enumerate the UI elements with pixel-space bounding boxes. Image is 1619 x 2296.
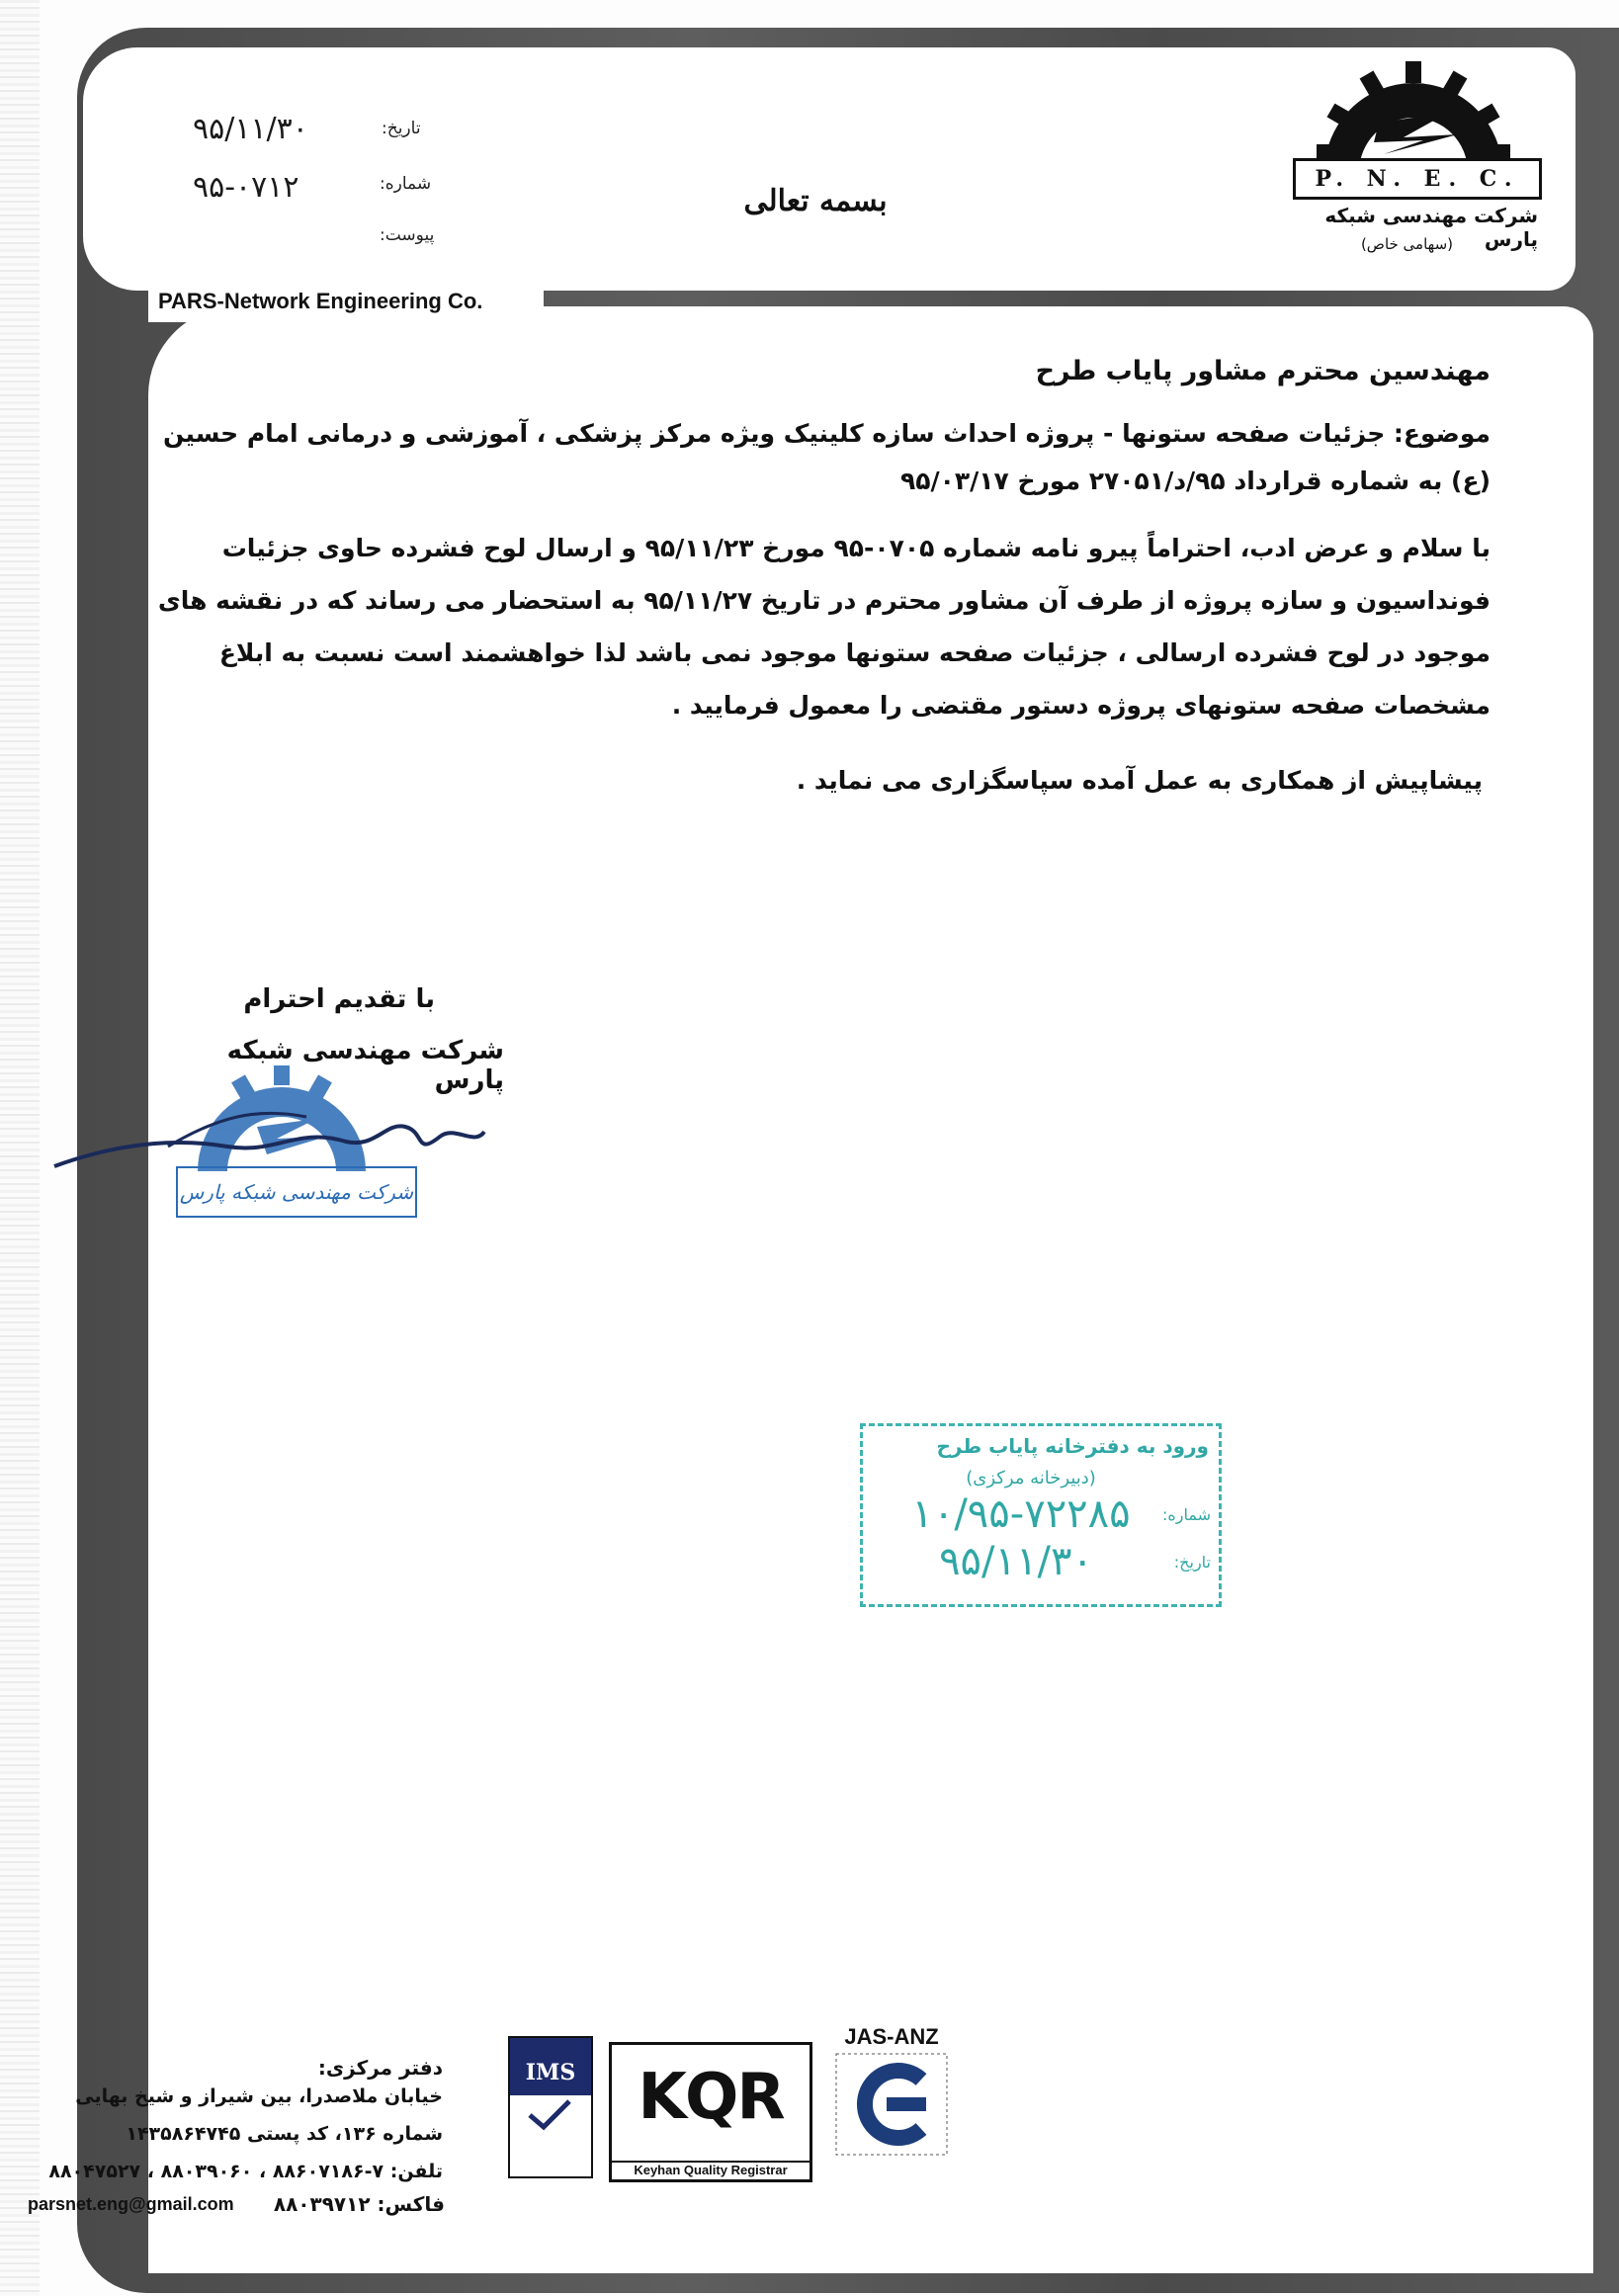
received-number-label: شماره: (1161, 1505, 1211, 1524)
kqr-text: KQR (638, 2061, 784, 2134)
regards-text: با تقدیم احترام (243, 984, 435, 1014)
paragraph-line: مشخصات صفحه ستونهای پروژه دستور مقتضی را معمول فرمایید . (671, 691, 1491, 720)
jas-anz-text: JAS-ANZ (844, 2024, 939, 2049)
company-name-fa: شرکت مهندسی شبکه پارس (1324, 204, 1538, 251)
company-type-fa: (سهامی خاص) (1360, 235, 1453, 253)
signature-company: شرکت مهندسی شبکه پارس (226, 1036, 504, 1095)
attachment-label: پیوست: (380, 225, 435, 245)
number-value: ۹۵-۰۷۱۲ (193, 170, 299, 205)
subject (136, 410, 1491, 505)
received-date-label: تاریخ: (1173, 1553, 1211, 1572)
ims-cert-text: IMS (510, 2038, 591, 2095)
kqr-cert-logo (609, 2042, 812, 2182)
received-number-value: ۱۰/۹۵-۷۲۲۸۵ (911, 1491, 1131, 1537)
jas-anz-c-icon (832, 2050, 951, 2159)
received-date-value: ۹۵/۱۱/۳۰ (939, 1539, 1093, 1584)
phone-line: تلفن: ۷-۸۸۶۰۷۱۸۶ ، ۸۸۰۳۹۰۶۰ ، ۸۸۰۴۷۵۲۷ (48, 2161, 443, 2182)
company-stamp-box: شرکت مهندسی شبکه پارس (176, 1166, 417, 1218)
date-value: ۹۵/۱۱/۳۰ (193, 112, 308, 146)
received-stamp-subtitle: (دبیرخانه مرکزی) (966, 1468, 1096, 1488)
address-line: خیابان ملاصدرا، بین شیراز و شیخ بهایی (75, 2085, 443, 2107)
date-label: تاریخ: (382, 119, 421, 138)
scan-edge-noise (0, 0, 40, 2296)
email-address: parsnet.eng@gmail.com (28, 2194, 234, 2214)
closing-line: پیشاپیش از همکاری به عمل آمده سپاسگزاری می نماید . (796, 766, 1483, 795)
paragraph-line: فونداسیون و سازه پروژه از طرف آن مشاور محترم در تاریخ ۹۵/۱۱/۲۷ به استحضار می رساند که در نقشه های (157, 586, 1491, 615)
addressee: مهندسین محترم مشاور پایاب طرح (1035, 356, 1491, 386)
subject-line: موضوع: جزئیات صفحه ستونها - پروژه احداث سازه کلینیک ویژه مرکز پزشکی ، آموزشی و درمانی امام حسین (163, 419, 1491, 448)
fax-line: فاکس: ۸۸۰۳۹۷۱۲ (273, 2192, 445, 2216)
checkmark-icon (510, 2095, 589, 2135)
paragraph-line: موجود در لوح فشرده ارسالی ، جزئیات صفحه ستونها موجود نمی باشد لذا خواهشمند است نسبت به ابلاغ (218, 638, 1491, 667)
received-stamp-title: ورود به دفترخانه پایاب طرح (936, 1434, 1209, 1458)
received-stamp (860, 1423, 1222, 1607)
paragraph-line: با سلام و عرض ادب، احتراماً پیرو نامه شماره ۰۷۰۵-۹۵ مورخ ۹۵/۱۱/۲۳ و ارسال لوح فشرده حاوی جزئیات (221, 534, 1491, 562)
kqr-subtitle: Keyhan Quality Registrar (612, 2161, 810, 2177)
address-line: شماره ۱۳۶، کد پستی ۱۴۳۵۸۶۴۷۴۵ (126, 2123, 443, 2145)
basmala-heading: بسمه تعالی (743, 184, 888, 218)
body-paragraph (136, 522, 1491, 731)
pnec-abbrev-box: P. N. E. C. (1293, 158, 1542, 200)
ims-cert-logo (508, 2036, 593, 2178)
number-label: شماره: (380, 174, 432, 194)
office-title: دفتر مرکزی: (317, 2056, 443, 2080)
company-name-en: PARS-Network Engineering Co. (158, 289, 483, 313)
subject-line: (ع) به شماره قرارداد ۹۵/د/۲۷۰۵۱ مورخ ۹۵/۰۳/۱۷ (899, 467, 1491, 495)
jas-anz-cert-logo (832, 2024, 951, 2172)
